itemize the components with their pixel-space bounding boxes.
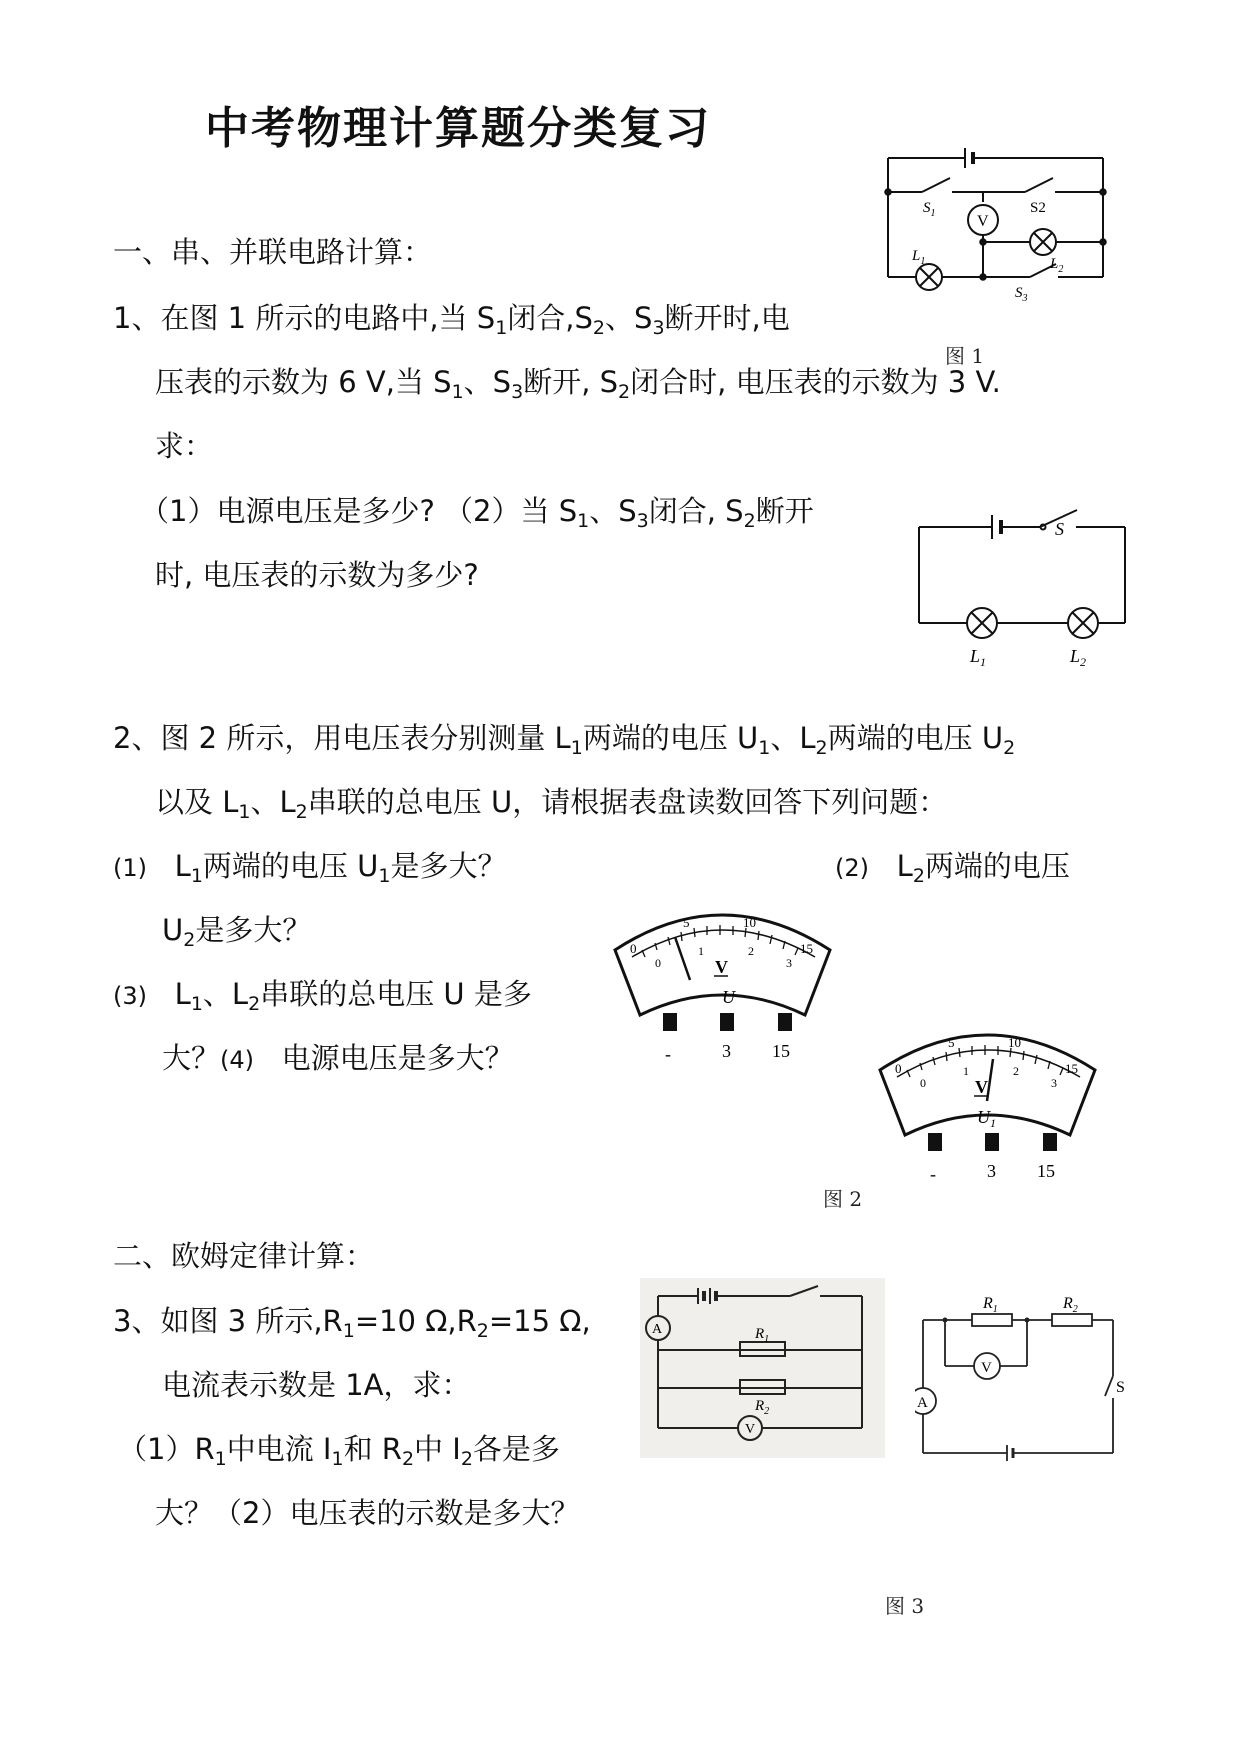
- meter-u-top-0: 0: [630, 941, 637, 956]
- q2-line-1: 2、图 2 所示，用电压表分别测量 $L_1$两端的电压 $U_1$、$L_2$两端的电压 $U_2$: [113, 721, 1016, 759]
- fig3-right-r2-label: $R_2$: [1063, 1295, 1078, 1315]
- meter-u1-terminal-15: 15: [1037, 1161, 1055, 1181]
- meter-u1-top-0: 0: [895, 1061, 902, 1076]
- fig3-left-r2-label: $R_2$: [755, 1398, 770, 1417]
- page-title: 中考物理计算题分类复习: [205, 103, 711, 154]
- meter-u-terminal-15: 15: [772, 1041, 790, 1061]
- q2-part-2-cont: $U_2$是多大？: [162, 913, 312, 951]
- q1-line-1: 1、在图 1 所示的电路中,当 $S_1$闭合$,S_2$、$S_3$断开时,电: [113, 301, 790, 339]
- q3-line-4: 大？（2）电压表的示数是多大？: [155, 1496, 580, 1530]
- q1-line-5: 时, 电压表的示数为多少?: [155, 558, 479, 592]
- figure-3-caption: 图 3: [885, 1594, 925, 1618]
- fig3-left-ammeter-label: A: [652, 1322, 663, 1337]
- section-1-heading: 一、串、并联电路计算：: [113, 235, 433, 269]
- q3-line-3: $(1)R_1$中电流 $I_1$和 $R_2$中 $I_2$各是多: [118, 1432, 560, 1470]
- meter-u-unit: V: [715, 957, 728, 977]
- fig3-right-voltmeter-label: V: [981, 1360, 992, 1376]
- meter-u-bottom-0: 0: [655, 956, 661, 970]
- meter-u1-label: $U_1$: [977, 1107, 996, 1130]
- meter-u-top-5: 5: [683, 915, 690, 930]
- fig1-l2-label: $L_2$: [1050, 256, 1064, 275]
- meter-u-bottom-1: 1: [698, 944, 704, 958]
- fig1-s1-label: $S_1$: [923, 200, 936, 219]
- meter-u-terminal-3: 3: [722, 1041, 731, 1061]
- meter-u-label: U: [722, 987, 735, 1007]
- q3-line-2: 电流表示数是 1A，求：: [162, 1368, 471, 1402]
- meter-u1-bottom-0: 0: [920, 1076, 926, 1090]
- meter-u-top-15: 15: [800, 941, 813, 956]
- fig3-right-ammeter-label: A: [917, 1395, 928, 1411]
- meter-u1-top-5: 5: [948, 1035, 955, 1050]
- meter-u1-top-15: 15: [1065, 1061, 1078, 1076]
- fig3-right-switch-label: S: [1116, 1379, 1125, 1396]
- q2-part-3-4: 大？(4) 电源电压是多大？: [162, 1041, 514, 1075]
- meter-u1-terminal-3: 3: [987, 1161, 996, 1181]
- meter-u1-bottom-3: 3: [1051, 1076, 1057, 1090]
- series-circuit-figure: [915, 505, 1140, 670]
- figure-1-caption: 图 1: [945, 344, 985, 368]
- fig1-s2-label: S2: [1030, 200, 1046, 216]
- meter-u-bottom-3: 3: [786, 956, 792, 970]
- meter-u1-bottom-1: 1: [963, 1064, 969, 1078]
- voltmeter-dial-u: [610, 895, 840, 1075]
- meter-u1-unit: V: [975, 1077, 988, 1097]
- fig3-left-voltmeter-label: V: [745, 1422, 756, 1437]
- fig3-left-r1-label: $R_1$: [755, 1326, 770, 1345]
- meter-u1-bottom-2: 2: [1013, 1064, 1019, 1078]
- q3-line-1: 3、如图 3 所示$,R_1=10$ $\Omega,R_2=15$ Ω,: [113, 1304, 591, 1342]
- meter-u1-top-10: 10: [1008, 1035, 1021, 1050]
- series-l1-label: $L_1$: [970, 646, 987, 669]
- q2-part-1: (1) $L_1$两端的电压 $U_1$是多大？: [113, 849, 507, 887]
- figure-2-caption: 图 2: [823, 1187, 863, 1211]
- section-2-heading: 二、欧姆定律计算：: [113, 1239, 375, 1273]
- fig3-right-r1-label: $R_1$: [983, 1295, 998, 1315]
- q2-line-2: 以及 $L_1$、$L_2$串联的总电压 U，请根据表盘读数回答下列问题：: [155, 785, 948, 823]
- q1-line-3: 求：: [155, 429, 214, 463]
- q1-line-2: 压表的示数为 6 V,当 $S_1$、$S_3$断开, $S_2$闭合时, 电压表的示数为 3 V.: [155, 365, 1001, 403]
- figure-3-left-circuit: [640, 1278, 885, 1458]
- series-l2-label: $L_2$: [1070, 646, 1087, 669]
- figure-3-right-circuit: [915, 1288, 1125, 1468]
- series-switch-label: S: [1055, 519, 1064, 539]
- fig1-l1-label: $L_1$: [912, 248, 926, 267]
- meter-u-bottom-2: 2: [748, 944, 754, 958]
- q2-part-3: (3) $L_1$、$L_2$串联的总电压 U 是多: [113, 977, 532, 1015]
- q1-line-4: （1）电源电压是多少? （2）当 $S_1$、$S_3$闭合, $S_2$断开: [140, 494, 814, 532]
- voltmeter-dial-u1: [875, 1015, 1105, 1195]
- meter-u1-terminal-neg: -: [930, 1164, 936, 1184]
- meter-u-terminal-neg: -: [665, 1044, 671, 1064]
- fig1-s3-label: $S_3$: [1015, 285, 1028, 304]
- figure-1-circuit: [880, 140, 1120, 315]
- fig1-voltmeter-label: V: [977, 213, 989, 230]
- q2-part-2: (2) $L_2$两端的电压: [835, 849, 1070, 887]
- meter-u-top-10: 10: [743, 915, 756, 930]
